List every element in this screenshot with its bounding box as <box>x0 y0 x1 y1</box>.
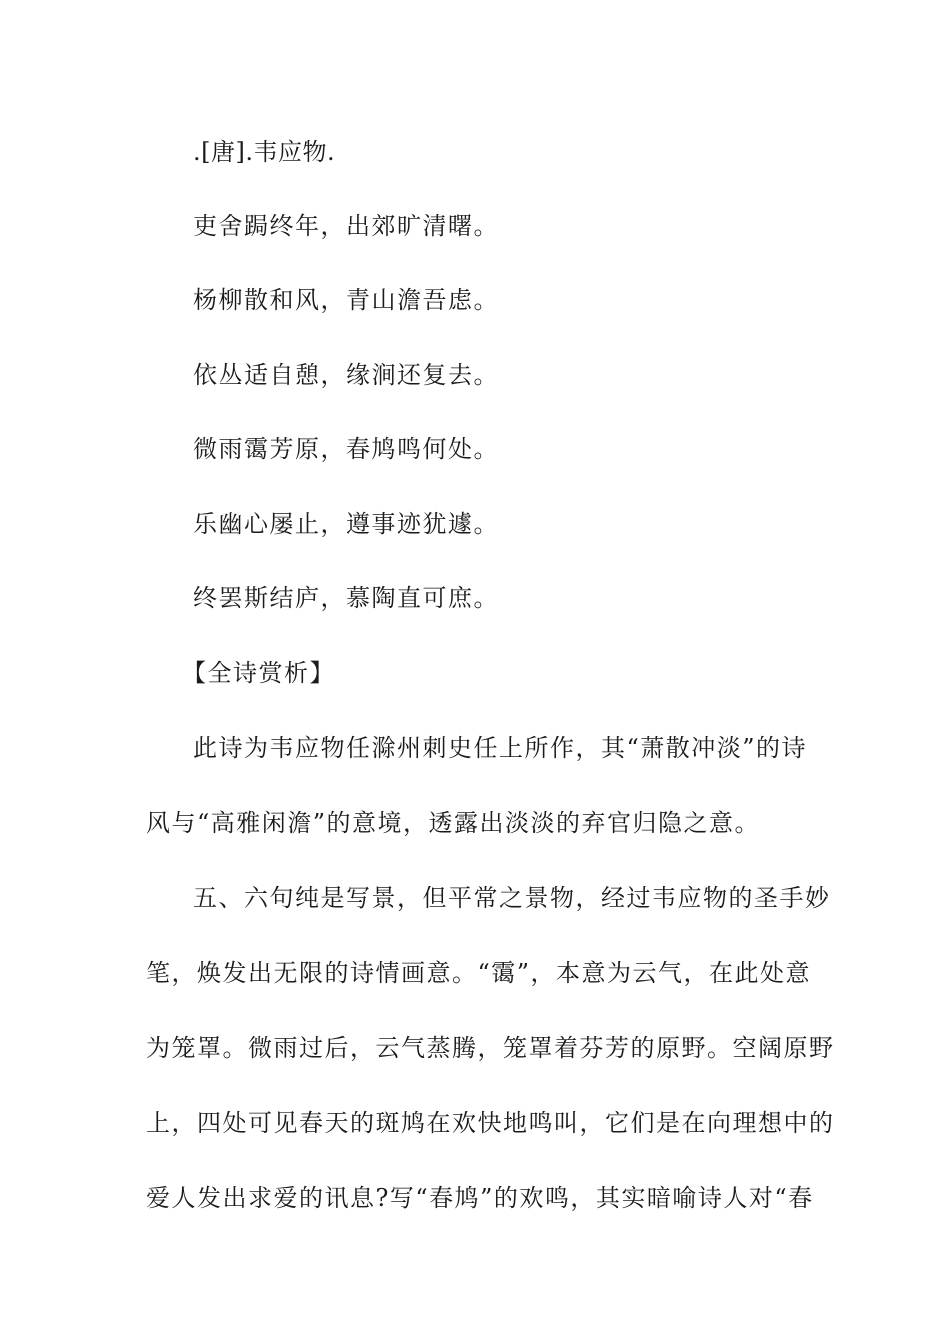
poem-line-3: 依丛适自憩，缘涧还复去。 <box>193 361 499 389</box>
analysis-p2-line-2: 笔，焕发出无限的诗情画意。“霭”，本意为云气，在此处意 <box>146 959 812 987</box>
poem-line-4: 微雨霭芳原，春鸠鸣何处。 <box>193 435 499 463</box>
analysis-p1-line-2: 风与“高雅闲澹”的意境，透露出淡淡的弃官归隐之意。 <box>146 809 761 837</box>
poem-line-1: 吏舍跼终年，出郊旷清曙。 <box>193 212 499 240</box>
analysis-p1-line-1: 此诗为韦应物任滁州刺史任上所作，其“萧散冲淡”的诗 <box>193 734 808 762</box>
poem-line-5: 乐幽心屡止，遵事迹犹遽。 <box>193 510 499 538</box>
analysis-p2-line-4: 上，四处可见春天的斑鸠在欢快地鸣叫，它们是在向理想中的 <box>146 1109 835 1137</box>
analysis-p2-line-1: 五、六句纯是写景，但平常之景物，经过韦应物的圣手妙 <box>193 884 831 912</box>
poem-line-6: 终罢斯结庐，慕陶直可庶。 <box>193 584 499 612</box>
analysis-p2-line-5: 爱人发出求爱的讯息?写“春鸠”的欢鸣，其实暗喻诗人对“春 <box>146 1184 814 1212</box>
poem-author-line: .[唐].韦应物. <box>193 138 336 166</box>
analysis-p2-line-3: 为笼罩。微雨过后，云气蒸腾，笼罩着芬芳的原野。空阔原野 <box>146 1034 835 1062</box>
poem-line-2: 杨柳散和风，青山澹吾虑。 <box>193 286 499 314</box>
section-heading: 【全诗赏析】 <box>182 659 335 687</box>
